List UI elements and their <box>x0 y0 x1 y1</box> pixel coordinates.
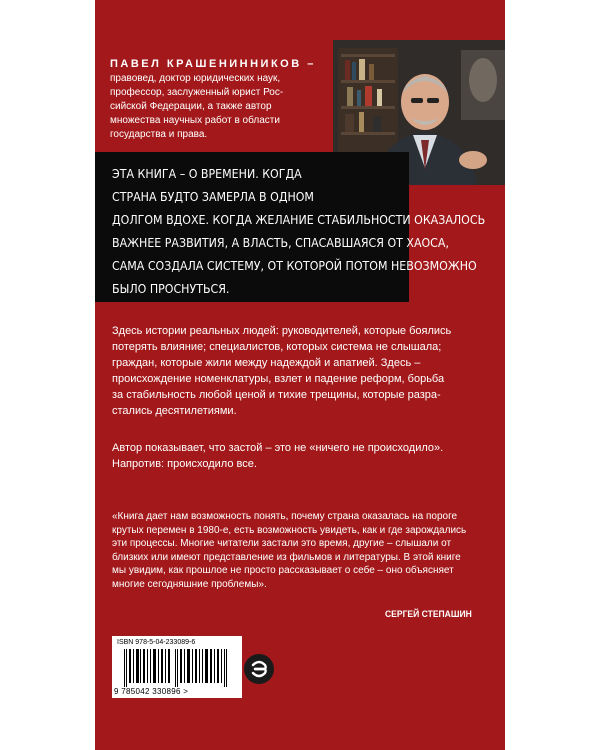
barcode-digits: 9 785042 330896 > <box>114 687 189 696</box>
quote-line: эти процессы. Многие читатели застали это время, другие – слышали от <box>112 538 452 549</box>
headline-line: ДОЛГОМ ВДОХЕ. КОГДА ЖЕЛАНИЕ СТАБИЛЬНОСТИ ОКАЗАЛОСЬ <box>112 213 486 227</box>
quote-line: мы увидим, как прошлое не просто рассказывает о себе – оно объясняет <box>112 565 454 576</box>
conclusion-paragraph <box>112 440 496 472</box>
barcode-bars <box>124 649 232 687</box>
review-quote <box>112 510 496 591</box>
headline-line: БЫЛО ПРОСНУТЬСЯ. <box>112 282 230 296</box>
headline-line: САМА СОЗДАЛА СИСТЕМУ, ОТ КОТОРОЙ ПОТОМ НЕВОЗМОЖНО <box>112 259 477 273</box>
author-bio-line: государства и права. <box>110 129 208 140</box>
author-bio-line: профессор, заслуженный юрист Рос- <box>110 87 284 98</box>
description-line: за стабильность любой ценой и тихие трещины, которые разра- <box>112 389 441 401</box>
headline-line: ЭТА КНИГА – О ВРЕМЕНИ. КОГДА <box>112 167 302 181</box>
author-name: ПАВЕЛ КРАШЕНИННИКОВ – <box>110 58 316 70</box>
conclusion-line: Напротив: происходило все. <box>112 458 257 470</box>
quote-line: близких или имеют представление из фильмов и литературы. В этой книге <box>112 551 461 563</box>
author-bio-line: правовед, доктор юридических наук, <box>110 73 281 84</box>
quote-line: «Книга дает нам возможность понять, почему страна оказалась на пороге <box>112 511 458 522</box>
headline-text <box>112 163 486 301</box>
description-line: Здесь истории реальных людей: руководителей, которые боялись <box>112 325 452 337</box>
author-bio-line: множества научных работ в области <box>110 115 280 126</box>
description-line: потерять влияние; специалистов, которых система не слышала; <box>112 341 442 353</box>
quote-line: крутых перемен в 1980-е, есть возможность увидеть, как и где зарождались <box>112 524 467 536</box>
headline-line: СТРАНА БУДТО ЗАМЕРЛА В ОДНОМ <box>112 190 314 204</box>
author-bio <box>110 72 320 142</box>
eksmo-logo-icon <box>243 653 275 690</box>
conclusion-line: Автор показывает, что застой – это не «ничего не происходило». <box>112 442 444 454</box>
quote-author: СЕРГЕЙ СТЕПАШИН <box>385 609 472 620</box>
author-bio-line: сийской Федерации, а также автор <box>110 101 272 112</box>
isbn-barcode <box>112 636 242 698</box>
headline-line: ВАЖНЕЕ РАЗВИТИЯ, А ВЛАСТЬ, СПАСАВШАЯСЯ ОТ ХАОСА, <box>112 236 449 250</box>
description-paragraph <box>112 323 496 419</box>
quote-line: многие сегодняшние проблемы». <box>112 578 267 590</box>
description-line: происхождение номенклатуры, взлет и падение реформ, борьба <box>112 373 445 385</box>
description-line: граждан, которые жили между надеждой и апатией. Здесь – <box>112 357 421 369</box>
isbn-label: ISBN 978-5-04-233089-6 <box>117 639 196 646</box>
description-line: стались десятилетиями. <box>112 405 237 417</box>
